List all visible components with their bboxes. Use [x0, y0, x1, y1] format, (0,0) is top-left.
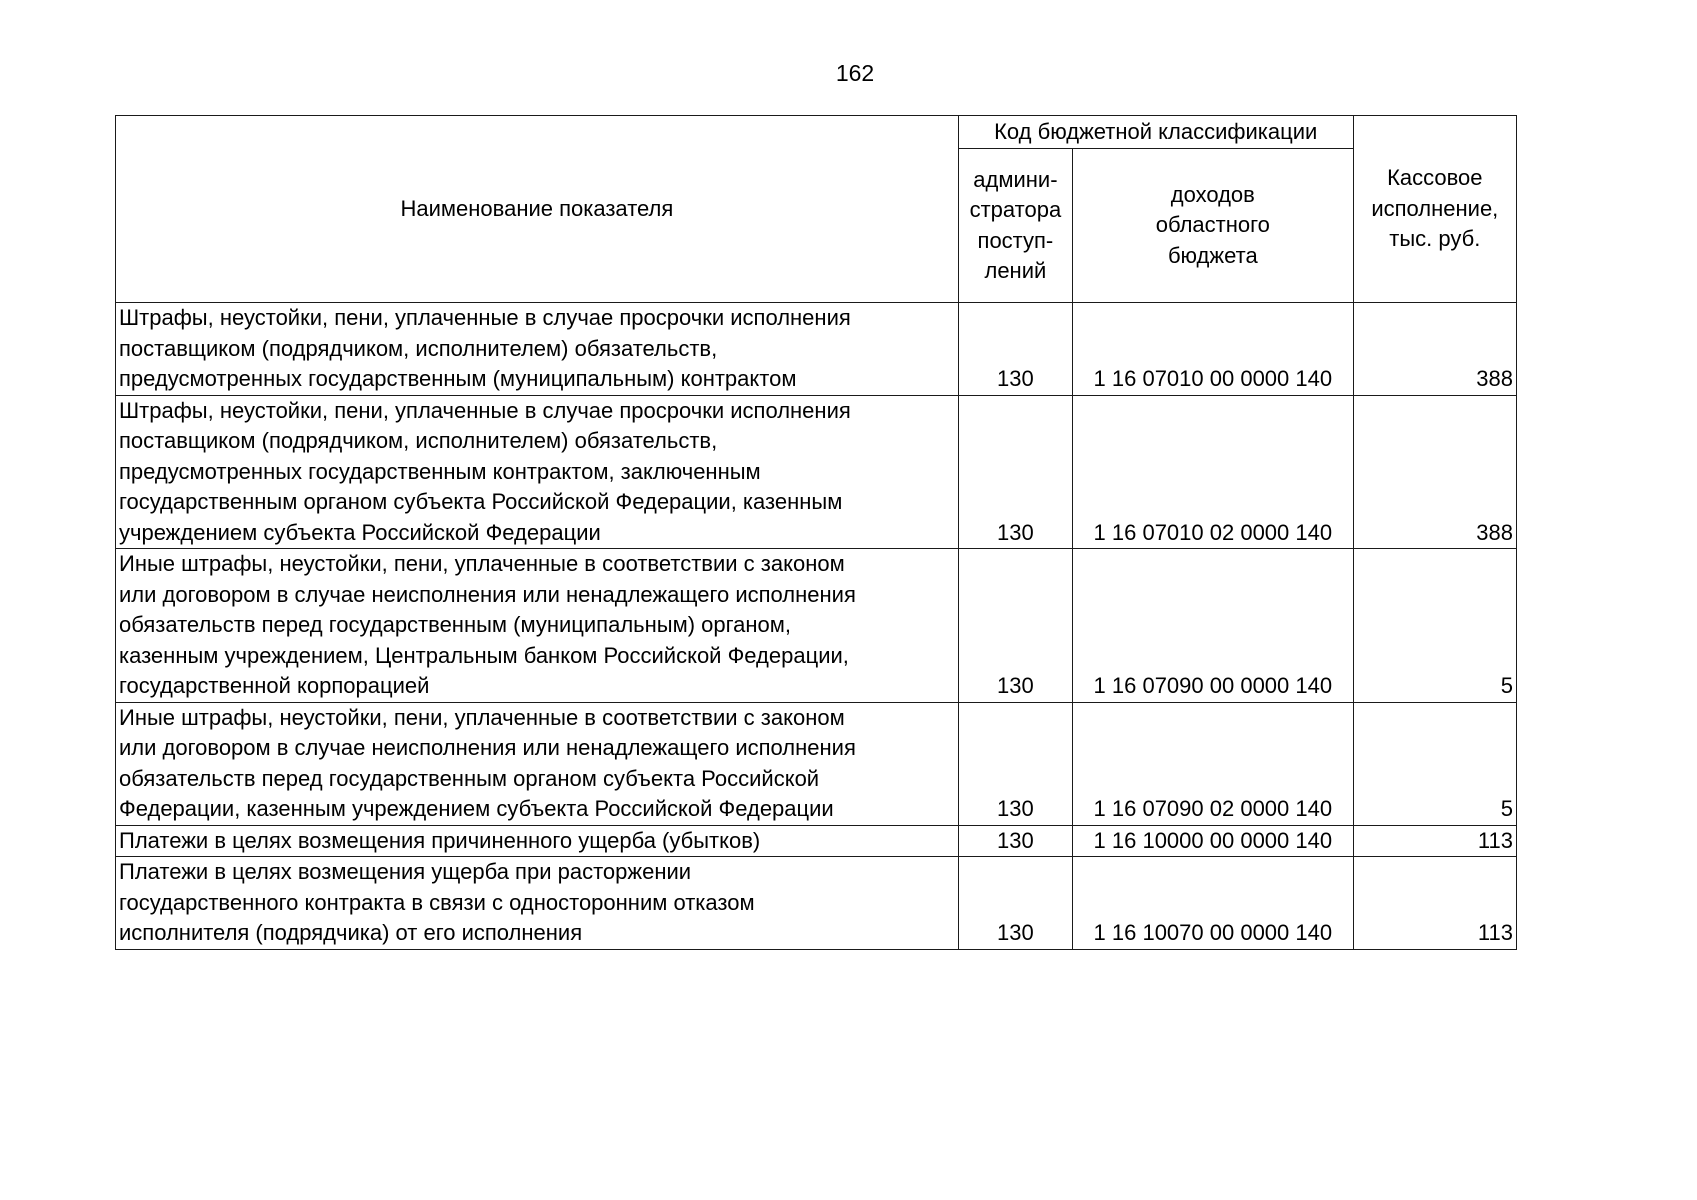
budget-table	[115, 115, 1517, 950]
row-administrator-code-text: 130	[997, 673, 1034, 698]
row-name-text: Иные штрафы, неустойки, пени, уплаченные в соответствии с законом или договором в случае неисполнения или ненадлежащего исполнения обязательств перед государственным органом субъекта Российской Федерации, казенным учреждением субъекта Российской Федерации	[119, 704, 856, 821]
table-body	[116, 303, 1517, 950]
row-administrator-code	[958, 303, 1072, 396]
row-cash-execution-text: 113	[1477, 920, 1513, 945]
row-name	[116, 702, 959, 825]
header-name	[116, 116, 959, 303]
row-name	[116, 395, 959, 549]
header-income	[1073, 149, 1354, 303]
table-row	[116, 549, 1517, 703]
row-name-text: Платежи в целях возмещения причиненного ущерба (убытков)	[119, 827, 761, 853]
row-name	[116, 857, 959, 950]
header-income-label: доходов областного бюджета	[1155, 181, 1270, 268]
row-cash-execution-text: 388	[1476, 366, 1513, 391]
header-name-label: Наименование показателя	[400, 195, 674, 221]
row-income-code	[1073, 825, 1354, 857]
page-number: 162	[835, 60, 875, 86]
row-income-code-text: 1 16 07010 00 0000 140	[1093, 366, 1333, 391]
header-administrator-label: админи- стратора поступ- лений	[969, 166, 1062, 283]
header-cash-execution	[1353, 116, 1516, 303]
row-name	[116, 825, 959, 857]
row-name	[116, 549, 959, 703]
row-name-text: Иные штрафы, неустойки, пени, уплаченные в соответствии с законом или договором в случае неисполнения или ненадлежащего исполнения обязательств перед государственным (муниципальным) органом, казенным учреждением, Центральным банком Российской Федерации, государственной корпорацией	[119, 551, 856, 698]
row-cash-execution	[1353, 825, 1516, 857]
row-name-text: Штрафы, неустойки, пени, уплаченные в случае просрочки исполнения поставщиком (подрядчиком, исполнителем) обязательств, предусмотренных государственным (муниципальным) контрактом	[119, 305, 851, 391]
row-income-code	[1073, 395, 1354, 549]
header-cash-label: Кассовое исполнение, тыс. руб.	[1371, 165, 1499, 252]
row-administrator-code-text: 130	[997, 796, 1034, 821]
row-cash-execution-text: 388	[1476, 519, 1513, 545]
row-income-code	[1073, 702, 1354, 825]
row-cash-execution	[1353, 857, 1516, 950]
row-administrator-code	[958, 702, 1072, 825]
table-header	[116, 116, 1517, 303]
row-income-code-text: 1 16 07090 02 0000 140	[1093, 796, 1333, 821]
row-cash-execution	[1353, 395, 1516, 549]
row-cash-execution	[1353, 549, 1516, 703]
header-classification-group	[958, 116, 1353, 149]
row-name-text: Платежи в целях возмещения ущерба при расторжении государственного контракта в связи с односторонним отказом исполнителя (подрядчика) от его исполнения	[119, 859, 755, 945]
table-row	[116, 857, 1517, 950]
row-name-text: Штрафы, неустойки, пени, уплаченные в случае просрочки исполнения поставщиком (подрядчиком, исполнителем) обязательств, предусмотренных государственным контрактом, заключенным государственным органом субъекта Российской Федерации, казенным учреждением субъекта Российской Федерации	[119, 397, 851, 545]
table-row	[116, 395, 1517, 549]
row-administrator-code	[958, 857, 1072, 950]
row-cash-execution-text: 113	[1477, 827, 1513, 853]
header-classification-label: Код бюджетной классификации	[994, 118, 1318, 144]
row-administrator-code-text: 130	[997, 366, 1034, 391]
table-row	[116, 702, 1517, 825]
row-administrator-code-text: 130	[997, 920, 1034, 945]
row-income-code-text: 1 16 10070 00 0000 140	[1093, 920, 1333, 945]
row-income-code-text: 1 16 10000 00 0000 140	[1093, 827, 1333, 853]
row-income-code-text: 1 16 07010 02 0000 140	[1093, 519, 1333, 545]
row-administrator-code-text: 130	[997, 519, 1034, 545]
row-administrator-code-text: 130	[997, 827, 1034, 853]
row-income-code	[1073, 303, 1354, 396]
row-name	[116, 303, 959, 396]
header-administrator	[958, 149, 1072, 303]
table-row	[116, 825, 1517, 857]
row-cash-execution-text: 5	[1500, 796, 1513, 821]
row-cash-execution	[1353, 303, 1516, 396]
row-income-code	[1073, 549, 1354, 703]
row-cash-execution-text: 5	[1500, 673, 1513, 698]
row-administrator-code	[958, 825, 1072, 857]
row-income-code	[1073, 857, 1354, 950]
table-row	[116, 303, 1517, 396]
row-administrator-code	[958, 395, 1072, 549]
row-income-code-text: 1 16 07090 00 0000 140	[1093, 673, 1333, 698]
row-administrator-code	[958, 549, 1072, 703]
row-cash-execution	[1353, 702, 1516, 825]
